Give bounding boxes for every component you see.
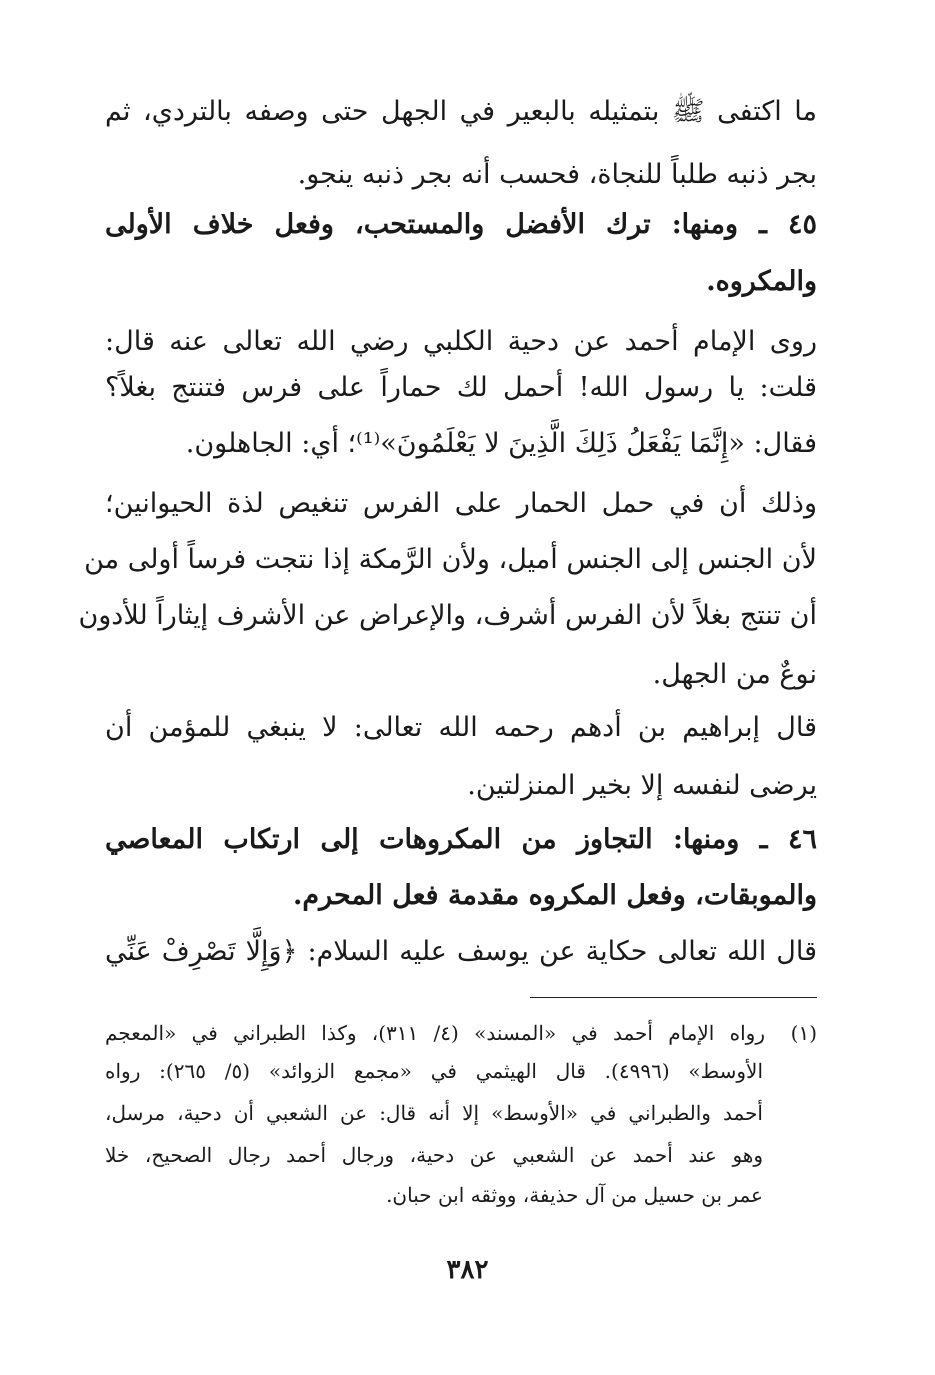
- footnote-line: أحمد والطبراني في «الأوسط» إلا أنه قال: عن الشعبي أن دحية، مرسل،: [105, 1101, 763, 1125]
- footnote-text: رواه الإمام أحمد في «المسند» (٤/ ٣١١)، وكذا الطبراني في «المعجم: [105, 1021, 765, 1045]
- body-line: روى الإمام أحمد عن دحية الكلبي رضي الله تعالى عنه قال:: [105, 326, 817, 357]
- footnote-marker: (١): [790, 1021, 817, 1045]
- body-line: لأن الجنس إلى الجنس أميل، ولأن الرَّمكة إذا نتجت فرساً أولى من: [84, 544, 817, 575]
- hadith-quote-line: فقال: «إِنَّمَا يَفْعَلُ ذَلِكَ الَّذِينَ لا يَعْلَمُونَ»⁽¹⁾؛ أي: الجاهلون.: [185, 428, 817, 459]
- section-heading-46-cont: والموبقات، وفعل المكروه مقدمة فعل المحرم.: [293, 880, 817, 911]
- body-line: نوعٌ من الجهل.: [652, 659, 817, 690]
- body-line: قلت: يا رسول الله! أحمل لك حماراً على فرس فتنتج بغلاً؟: [105, 372, 817, 403]
- footnote-line: عمر بن حسيل من آل حذيفة، ووثقه ابن حبان.: [386, 1183, 763, 1207]
- body-line: قال إبراهيم بن أدهم رحمه الله تعالى: لا ينبغي للمؤمن أن: [105, 712, 817, 743]
- footnote-line: الأوسط» (٤٩٩٦). قال الهيثمي في «مجمع الزوائد» (٥/ ٢٦٥): رواه: [105, 1059, 764, 1083]
- footnote-divider: [530, 997, 817, 998]
- section-heading-45: ٤٥ ـ ومنها: ترك الأفضل والمستحب، وفعل خلاف الأولى: [105, 209, 817, 240]
- body-line: بجر ذنبه طلباً للنجاة، فحسب أنه بجر ذنبه ينجو.: [297, 159, 817, 190]
- section-heading-46: ٤٦ ـ ومنها: التجاوز من المكروهات إلى ارتكاب المعاصي: [105, 824, 817, 855]
- footnote-line: وهو عند أحمد عن الشعبي عن دحية، ورجال أحمد رجال الصحيح، خلا: [105, 1143, 763, 1167]
- body-line: وذلك أن في حمل الحمار على الفرس تنغيص لذة الحيوانين؛: [105, 488, 817, 519]
- footnote-line: [105, 1016, 817, 1050]
- body-line: أن تنتج بغلاً لأن الفرس أشرف، والإعراض عن الأشرف إيثاراً للأدون: [78, 600, 817, 631]
- quran-quote-line: قال الله تعالى حكاية عن يوسف عليه السلام: ﴿وَإِلَّا تَصْرِفْ عَنِّي: [105, 936, 817, 967]
- body-line: يرضى لنفسه إلا بخير المنزلتين.: [467, 770, 817, 801]
- body-line: ما اكتفى ﷺ بتمثيله بالبعير في الجهل حتى وصفه بالتردي، ثم: [105, 96, 817, 127]
- section-heading-45-cont: والمكروه.: [706, 266, 817, 297]
- page-number: ٣٨٢: [446, 1255, 489, 1285]
